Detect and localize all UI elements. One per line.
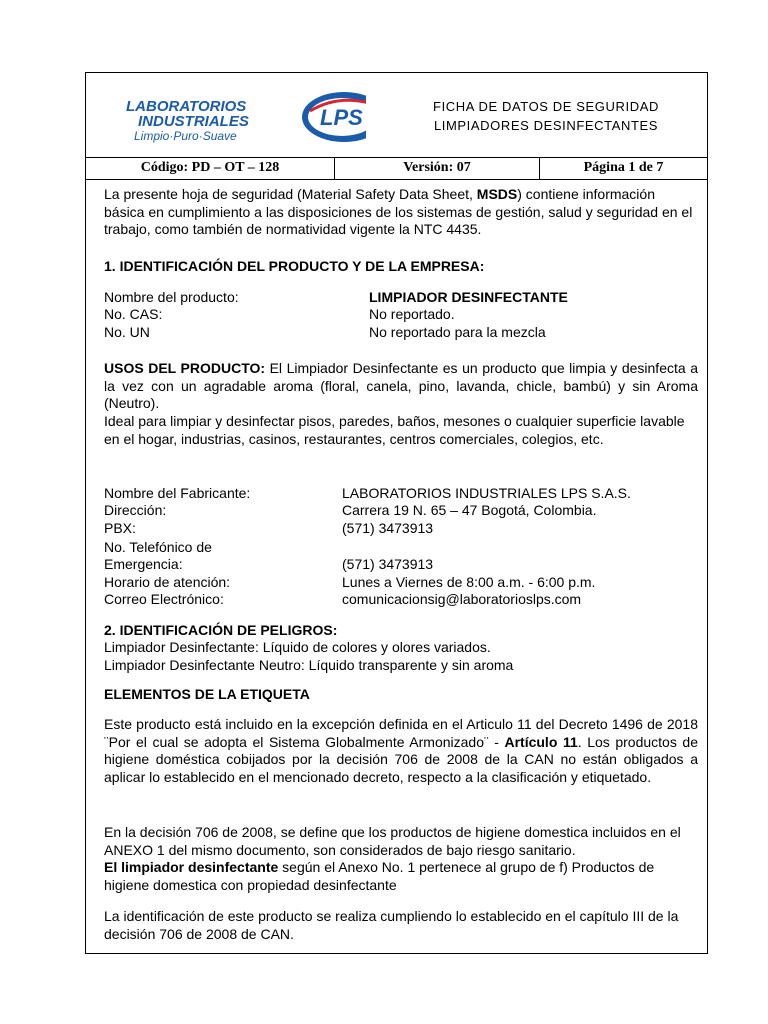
hazard-line-2: Limpiador Desinfectante Neutro: Líquido transparente y sin aroma (104, 657, 514, 673)
address-value: Carrera 19 N. 65 – 47 Bogotá, Colombia. (342, 502, 597, 518)
cas-value: No reportado. (369, 306, 455, 322)
pbx-label: PBX: (104, 520, 136, 536)
ideal-uses-paragraph: Ideal para limpiar y desinfectar pisos, paredes, baños, mesones o cualquier superficie lavable en el hogar, industrias, casinos, restaurantes, centros comerciales, colegios, etc. (104, 413, 685, 447)
emergency-label-line1: No. Telefónico de (104, 539, 212, 555)
label-elements-paragraph-1: Este producto está incluido en la excepción definida en el Articulo 11 del Decreto 1496 de 2018 ¨Por el cual se adopta el Sistema Globalmente Armonizado¨ - Artículo 11. Los productos de higiene doméstica cobijados por la decisión 706 de 2008 de la CAN no están obligados a aplicar lo establecido en el mencionado decreto, respecto a la clasificación y etiquetado. (104, 716, 698, 785)
email-value: comunicacionsig@laboratorioslps.com (342, 591, 582, 607)
logo-line1: LABORATORIOS (126, 98, 247, 115)
section2-heading: 2. IDENTIFICACIÓN DE PELIGROS: (104, 622, 338, 638)
hours-label: Horario de atención: (104, 574, 231, 590)
section1-heading: 1. IDENTIFICACIÓN DEL PRODUCTO Y DE LA EMPRESA: (104, 258, 485, 274)
address-label: Dirección: (104, 502, 167, 518)
document-meta-row (86, 157, 707, 180)
un-label: No. UN (104, 324, 150, 340)
cas-label: No. CAS: (104, 306, 163, 322)
product-name-label: Nombre del producto: (104, 289, 239, 305)
emergency-value: (571) 3473913 (342, 556, 434, 572)
hours-value: Lunes a Viernes de 8:00 a.m. - 6:00 p.m. (342, 574, 596, 590)
document-header (86, 73, 707, 158)
document-title-line2: LIMPIADORES DESINFECTANTES (433, 118, 659, 133)
label-elements-heading: ELEMENTOS DE LA ETIQUETA (104, 686, 310, 702)
emergency-label-line2: Emergencia: (104, 556, 183, 572)
document-version: Versión: 07 (335, 157, 540, 179)
label-elements-paragraph-4: La identificación de este producto se realiza cumpliendo lo establecido en el capítulo III de la decisión 706 de 2008 de CAN. (104, 908, 679, 942)
pbx-value: (571) 3473913 (342, 520, 434, 536)
logo-tagline: Limpio·Puro·Suave (134, 129, 237, 143)
document-page-number: Página 1 de 7 (583, 160, 664, 175)
manufacturer-label: Nombre del Fabricante: (104, 485, 251, 501)
hazard-line-1: Limpiador Desinfectante: Líquido de colores y olores variados. (104, 639, 491, 655)
uses-paragraph: USOS DEL PRODUCTO: El Limpiador Desinfectante es un producto que limpia y desinfecta a la vez con un agradable aroma (floral, canela, pino, lavanda, chicle, bambú) y sin Aroma (Neutro). (104, 360, 698, 411)
company-logo (126, 91, 366, 147)
manufacturer-value: LABORATORIOS INDUSTRIALES LPS S.A.S. (342, 485, 631, 501)
document-title-line1: FICHA DE DATOS DE SEGURIDAD (433, 99, 659, 114)
product-name-value: LIMPIADOR DESINFECTANTE (369, 289, 568, 305)
logo-badge-text: LPS (320, 105, 363, 130)
label-elements-paragraph-2: En la decisión 706 de 2008, se define que los productos de higiene domestica incluidos en el ANEXO 1 del mismo documento, son considerados de bajo riesgo sanitario. (104, 824, 681, 858)
label-elements-paragraph-3: El limpiador desinfectante según el Anexo No. 1 pertenece al grupo de f) Productos de higiene domestica con propiedad desinfectante (104, 859, 655, 893)
document-code: Código: PD – OT – 128 (86, 157, 335, 179)
logo-line2: INDUSTRIALES (138, 113, 249, 130)
intro-paragraph: La presente hoja de seguridad (Material Safety Data Sheet, MSDS) contiene información básica en cumplimiento a las disposiciones de los sistemas de gestión, salud y seguridad en el trabajo, como también de normatividad vigente la NTC 4435. (104, 186, 693, 237)
email-label: Correo Electrónico: (104, 591, 224, 607)
un-value: No reportado para la mezcla (369, 324, 546, 340)
